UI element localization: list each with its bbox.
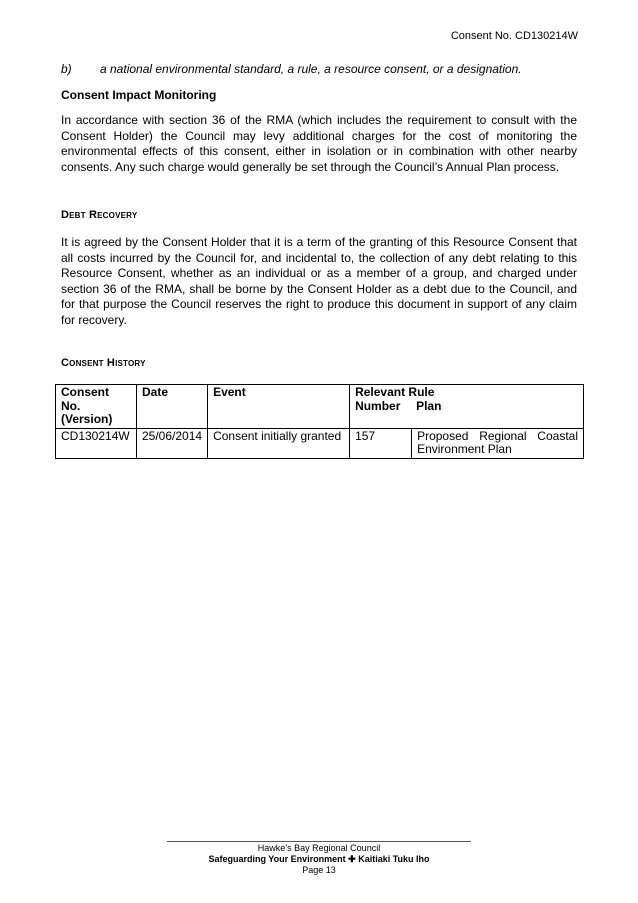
cell-date: 25/06/2014 (137, 428, 208, 458)
section-heading-consent-history: Consent History (61, 357, 146, 369)
list-item-text: a national environmental standard, a rule, a resource consent, or a designation. (100, 62, 522, 76)
cell-rule-number: 157 (350, 428, 412, 458)
section-heading-impact-monitoring: Consent Impact Monitoring (61, 88, 217, 102)
consent-number-header: Consent No. CD130214W (450, 30, 578, 42)
column-header-date: Date (137, 385, 208, 429)
footer (0, 843, 638, 876)
cell-event: Consent initially granted (208, 428, 350, 458)
list-item-b (61, 62, 522, 76)
cross-icon: ✚ (348, 854, 356, 864)
column-header-relevant-rule: Relevant Rule Number Plan (350, 385, 584, 429)
footer-org-name: Hawke’s Bay Regional Council (257, 843, 381, 853)
subheader-plan: Plan (416, 398, 442, 413)
table-row (56, 428, 584, 458)
page-number: Page 13 (302, 865, 336, 875)
section-heading-debt-recovery: Debt Recovery (61, 209, 138, 221)
list-item-label: b) (61, 62, 72, 76)
table-header-row (56, 385, 584, 429)
debt-recovery-paragraph: It is agreed by the Consent Holder that it is a term of the granting of this Resource Consent that all costs incurred by the Council for, and incidental to, the collection of any debt relating to this Resource Consent, whether as an individual or as a member of a group, and charged under section 36 of the RMA, shall be borne by the Consent Holder as a debt due to the Council, and for that purpose the Council reserves the right to produce this document in support of any claim for recovery. (61, 235, 577, 327)
consent-history-table (55, 384, 584, 459)
column-header-event: Event (208, 385, 350, 429)
subheader-number: Number (355, 398, 401, 413)
footer-divider (167, 841, 471, 842)
impact-monitoring-paragraph: In accordance with section 36 of the RMA (which includes the requirement to consult with the Consent Holder) the Council may levy additional charges for the cost of monitoring the environmental effects of this consent, either in isolation or in combination with other nearby consents. Any such charge would generally be set through the Council’s Annual Plan process. (61, 113, 577, 174)
column-header-consent-no: Consent No. (Version) (56, 385, 137, 429)
footer-tagline: Safeguarding Your Environment ✚ Kaitiaki Tuku Iho (208, 854, 430, 864)
cell-plan: Proposed Regional Coastal Environment Plan (412, 428, 584, 458)
cell-consent-no: CD130214W (56, 428, 137, 458)
